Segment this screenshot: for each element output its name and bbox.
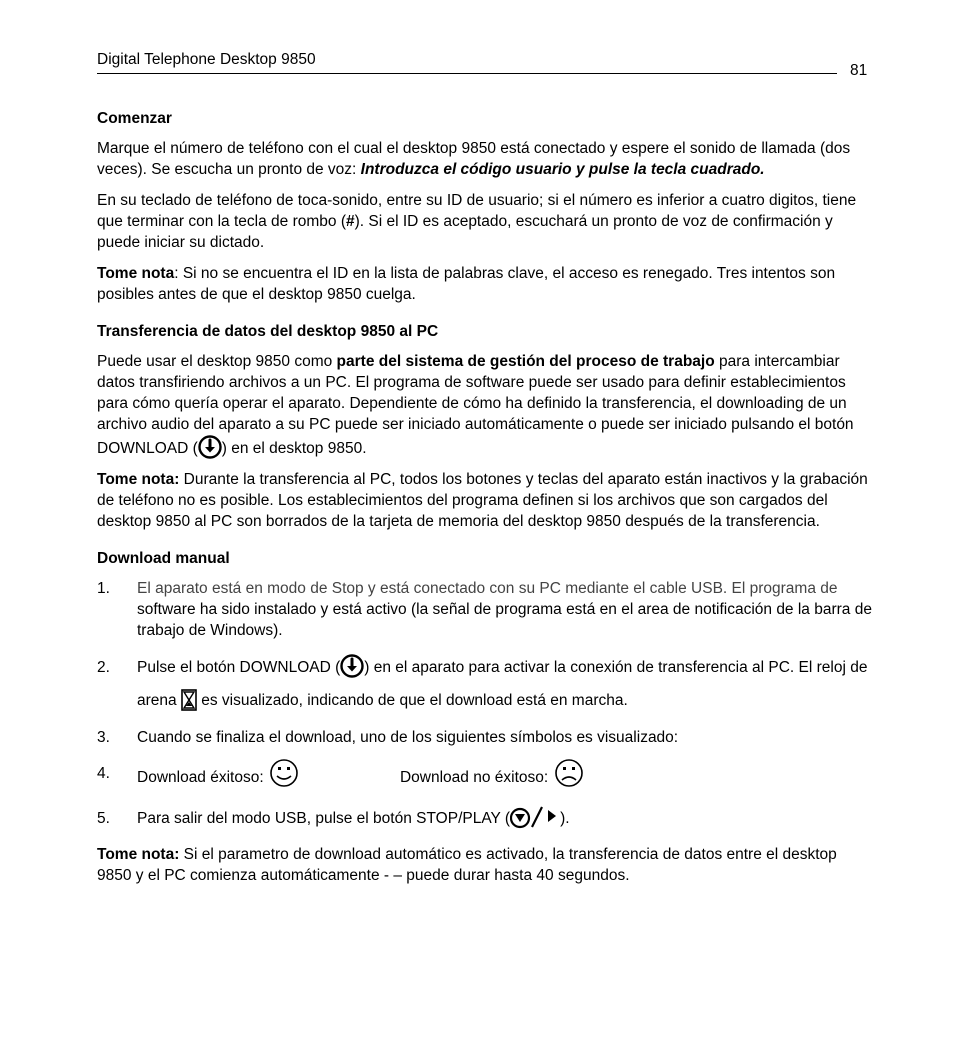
note-paragraph: Tome nota: Durante la transferencia al PC, todos los botones y teclas del aparato están inactivos y la grabación de teléfono no es posible. Los establecimientos del programa definen si los archivos que son cargados del desktop 9850 al PC son borrados de la tarjeta de memoria del desktop 9850 después de la transferencia.	[97, 471, 868, 530]
list-item: 4. Download éxitoso: Download no éxitoso:	[97, 758, 873, 794]
note-label: Tome nota	[97, 265, 175, 282]
download-icon	[340, 654, 364, 678]
note-label: Tome nota:	[97, 471, 180, 488]
paragraph: Puede usar el desktop 9850 como parte del sistema de gestión del proceso de trabajo para intercambiar datos transfiriendo archivos a un PC. El programa de software puede ser usado para definir establecimientos para cómo quería operar el aparato. Dependiente de cómo ha definido la transferencia, el downloading de un archivo audio del aparato a su PC puede ser iniciado automáticamente o puede ser iniciado pulsando el botón DOWNLOAD ( ) en el desktop 9850.	[97, 353, 854, 457]
section-heading-comenzar: Comenzar	[97, 110, 172, 127]
section-heading-download-manual: Download manual	[97, 550, 230, 567]
smiley-happy-icon	[268, 758, 300, 788]
smiley-sad-icon	[553, 758, 585, 788]
note-paragraph: Tome nota: Si el parametro de download automático es activado, la transferencia de datos entre el desktop 9850 y el PC comienza automáticamente - – puede durar hasta 40 segundos.	[97, 846, 837, 884]
note-paragraph: Tome nota: Si no se encuentra el ID en la lista de palabras clave, el acceso es renegado. Tres intentos son posibles antes de que el desktop 9850 cuelga.	[97, 265, 836, 303]
steps-list	[97, 578, 873, 834]
page-number: 81	[850, 62, 868, 79]
list-item: 3. Cuando se finaliza el download, uno de los siguientes símbolos es visualizado:	[97, 729, 679, 746]
list-item: 1. El aparato está en modo de Stop y está conectado con su PC mediante el cable USB. El programa de software ha sido instalado y está activo (la señal de programa está en el area de notificación de la barra de trabajo de Windows).	[97, 580, 872, 639]
hourglass-icon	[181, 689, 197, 711]
header-title: Digital Telephone Desktop 9850	[97, 51, 316, 68]
section-heading-transferencia: Transferencia de datos del desktop 9850 al PC	[97, 323, 439, 340]
stop-play-icon	[510, 805, 560, 829]
running-header	[97, 51, 837, 74]
paragraph: Marque el número de teléfono con el cual el desktop 9850 está conectado y espere el sonido de llamada (dos veces). Se escucha un pronto de voz: Introduzca el código usuario y pulse la tecla cuadrado.	[97, 140, 851, 178]
list-item: 2. Pulse el botón DOWNLOAD ( ) en el aparato para activar la conexión de transferencia al PC. El reloj de arena es visualizado, indicando de que el download está en marcha.	[97, 651, 873, 717]
download-icon	[198, 435, 222, 459]
note-label: Tome nota:	[97, 846, 180, 863]
list-item: 5. Para salir del modo USB, pulse el botón STOP/PLAY ( ).	[97, 804, 873, 834]
paragraph: En su teclado de teléfono de toca-sonido, entre su ID de usuario; si el número es inferior a cuatro digitos, tiene que terminar con la tecla de rombo (#). Si el ID es aceptado, escuchará un pronto de voz de confirmación y puede iniciar su dictado.	[97, 192, 857, 251]
page-content	[97, 108, 873, 896]
